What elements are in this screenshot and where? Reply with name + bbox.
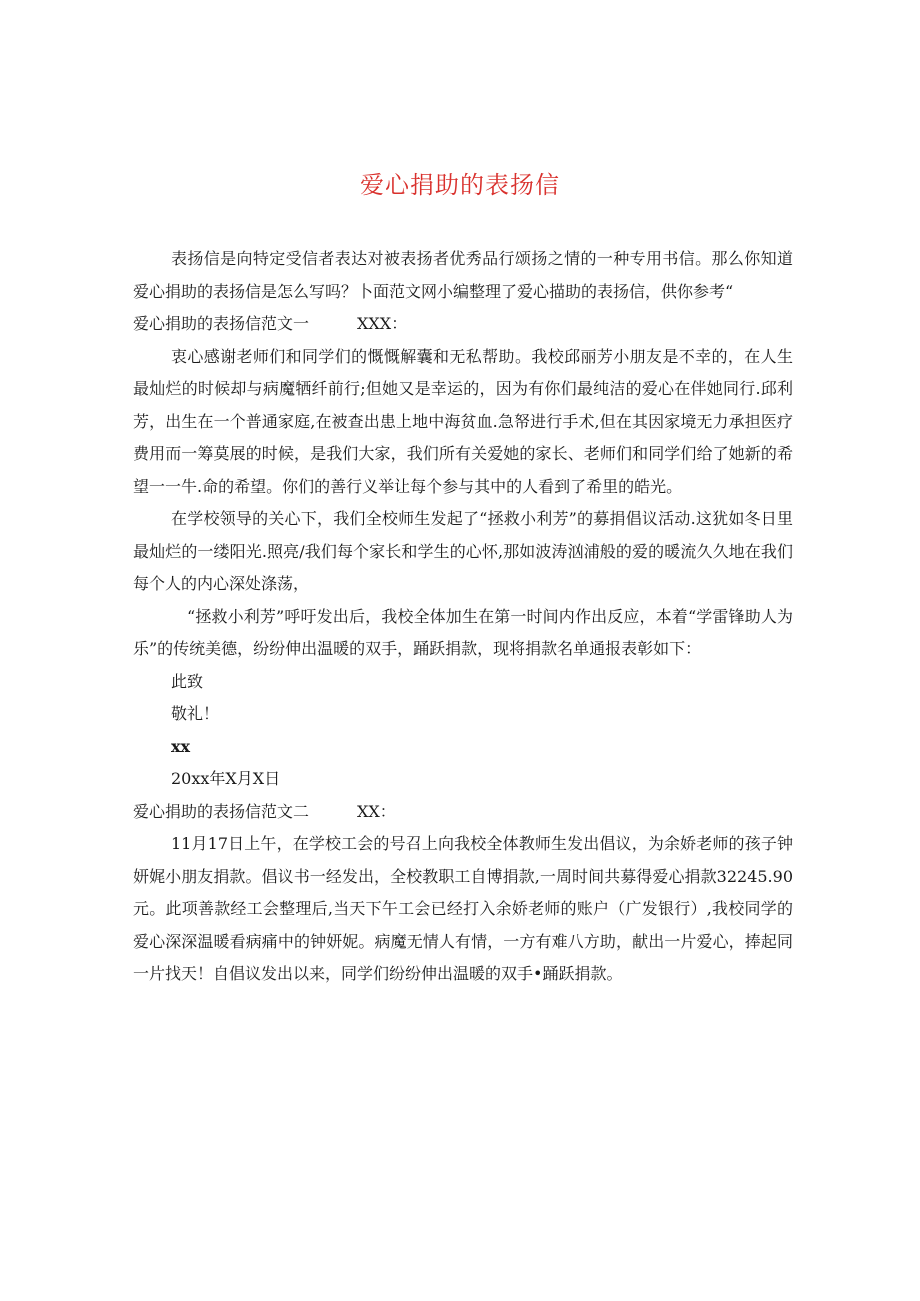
document-body: [133, 243, 793, 991]
intro-paragraph: 表扬信是向特定受信者表达对被表扬者优秀品行颂扬之情的一种专用书信。那么你知道爱心捐助的表扬信是怎么写吗？卜面范文网小编整理了爱心描助的表扬信，供你参考“: [133, 249, 793, 301]
closing-greeting: 此致: [171, 671, 204, 691]
letter-date: 20xx年X月X日: [171, 769, 281, 788]
document-title: 爱心捐助的表扬信: [360, 171, 560, 199]
sample2-recipient: XX：: [357, 801, 396, 821]
sample1-paragraph-2: 在学校领导的关心下，我们全校师生发起了“拯救小利芳”的募捐倡议活动.这犹如冬日里最灿烂的一缕阳光.照亮/我们每个家长和学生的心怀,那如波涛汹浦般的爱的暖流久久地在我们每个人的内心深处涤荡，: [133, 509, 793, 593]
sample1-recipient: XXX：: [357, 314, 408, 333]
sample1-heading-line: [133, 308, 793, 341]
sample1-heading: 爱心捐助的表扬信范文一: [133, 314, 310, 333]
sample1-paragraph-1: 衷心感谢老师们和同学们的慨慨解囊和无私帮助。我校邱丽芳小朋友是不幸的，在人生最灿烂的时候却与病魔牺纤前行;但她又是幸运的，因为有你们最纯洁的爱心在伴她同行.邱利芳，出生在一个普通家庭,在被查出患上地中海贫血.急帑进行手术,但在其因家境无力承担医疗费用而一筹莫展的时候，是我们大家，我们所有关爱她的家长、老师们和同学们给了她新的希望一一牛.命的希望。你们的善行义举让每个参与其中的人看到了希里的皓光。: [133, 346, 793, 496]
sample2-paragraph: 11月17日上午，在学校工会的号召上向我校全体教师生发出倡议，为余娇老师的孩子钟妍娓小朋友捐款。倡议书一经发出，全校教职工自博捐款,一周时间共募得爱心捐款32245.90元。此项善款经工会整理后,当天下午工会已经打入余娇老师的账户（广发银行）,我校同学的爱心深深温暖看病痛中的钟妍妮。病魔无情人有情，一方有难八方助，献出一片爱心，捧起同一片找天！自倡议发出以来，同学们纷纷伸出温暖的双手•踊跃捐款。: [133, 834, 793, 983]
sample2-heading-line: [133, 796, 793, 829]
sample1-paragraph-3: “拯救小利芳”呼吁发出后，我校全体加生在第一时间内作出反应，本着“学雷锋助人为乐”的传统美德，纷纷伸出温暖的双手，踊跃捐款，现将捐款名单通报表彰如下：: [133, 606, 793, 658]
closing-salute: 敬礼！: [171, 704, 220, 723]
sample2-heading: 爱心捐助的表扬信范文二: [133, 801, 310, 821]
signature: xx: [171, 736, 191, 756]
